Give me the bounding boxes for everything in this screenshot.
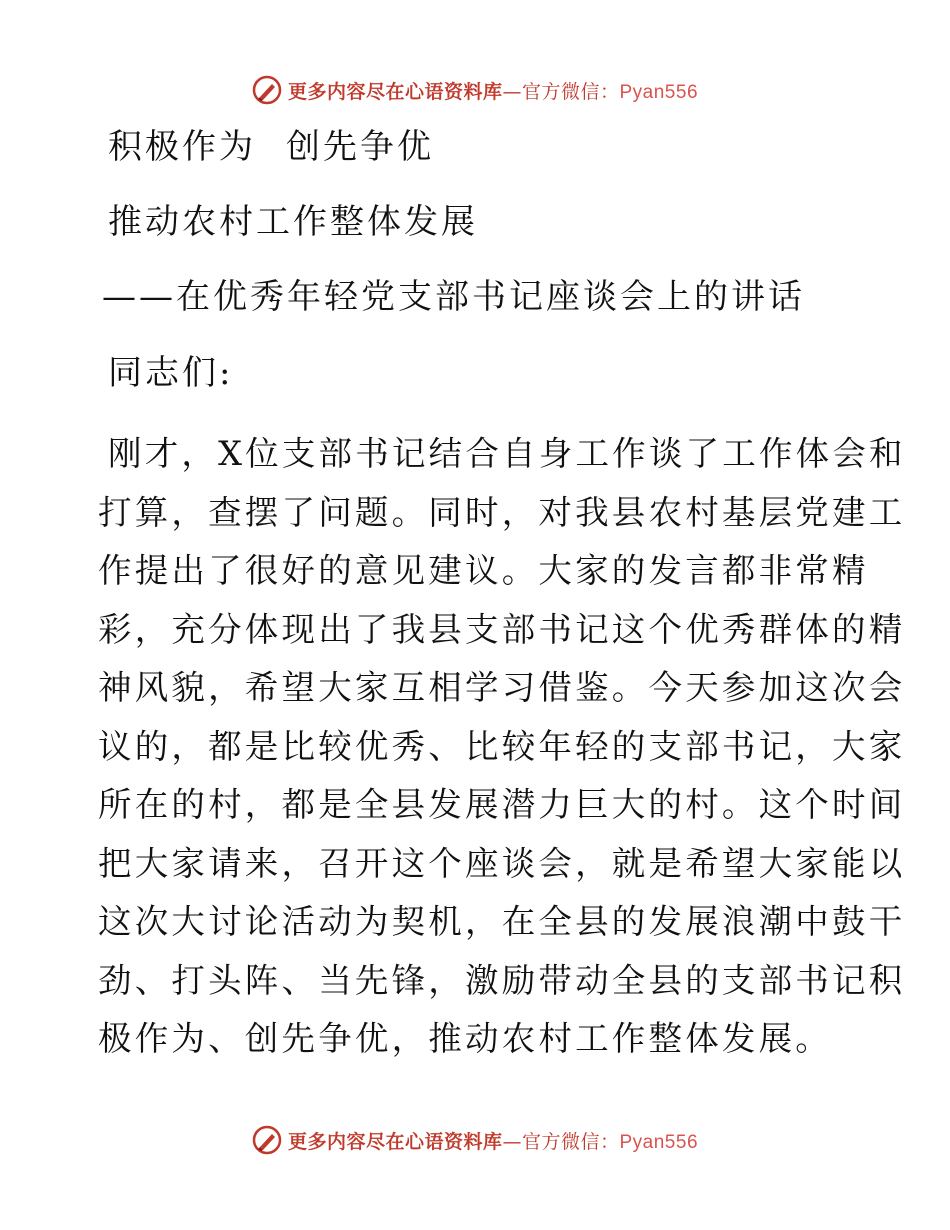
footer-watermark — [0, 1122, 950, 1158]
paragraph-line: 议的，都是比较优秀、比较年轻的支部书记，大家 — [98, 726, 906, 766]
salutation: 同志们: — [108, 353, 234, 393]
paragraph-line: 作提出了很好的意见建议。大家的发言都非常精 — [98, 551, 869, 590]
paragraph-line: 所在的村，都是全县发展潜力巨大的村。这个时间 — [98, 785, 906, 824]
pen-logo-icon — [252, 75, 282, 105]
watermark-wechat-id: Pyan556 — [619, 81, 699, 103]
paragraph-line: 这次大讨论活动为契机，在全县的发展浪潮中鼓干 — [98, 902, 906, 941]
watermark-wechat-label: 官方微信： — [521, 1130, 620, 1153]
title-line-2: 推动农村工作整体发展 — [108, 202, 478, 242]
watermark-wechat-id: Pyan556 — [619, 1131, 699, 1153]
paragraph-line: 把大家请来，召开这个座谈会，就是希望大家能以 — [98, 843, 906, 883]
paragraph-line: 彩，充分体现出了我县支部书记这个优秀群体的精 — [98, 609, 906, 649]
watermark-wechat-label: 官方微信： — [521, 80, 620, 103]
watermark-dash: — — [502, 1130, 522, 1153]
title-line-1 — [108, 127, 434, 167]
title-part-a: 积极作为 — [108, 127, 256, 167]
pen-logo-icon — [252, 1125, 282, 1155]
paragraph-line: 刚才，X位支部书记结合自身工作谈了工作体会和 — [108, 434, 906, 473]
title-part-b: 创先争优 — [286, 127, 434, 167]
body-paragraph — [98, 425, 906, 1069]
watermark-dash: — — [502, 80, 522, 103]
subtitle-line: ——在优秀年轻党支部书记座谈会上的讲话 — [102, 277, 805, 317]
paragraph-line: 打算，查摆了问题。同时，对我县农村基层党建工 — [98, 492, 906, 532]
paragraph-line: 极作为、创先争优，推动农村工作整体发展。 — [98, 1019, 832, 1058]
paragraph-line: 神风貌，希望大家互相学习借鉴。今天参加这次会 — [98, 668, 906, 707]
header-watermark — [0, 72, 950, 108]
paragraph-line: 劲、打头阵、当先锋，激励带动全县的支部书记积 — [98, 960, 906, 1000]
watermark-main-text: 更多内容尽在心语资料库 — [287, 1130, 503, 1153]
watermark-main-text: 更多内容尽在心语资料库 — [287, 80, 503, 103]
